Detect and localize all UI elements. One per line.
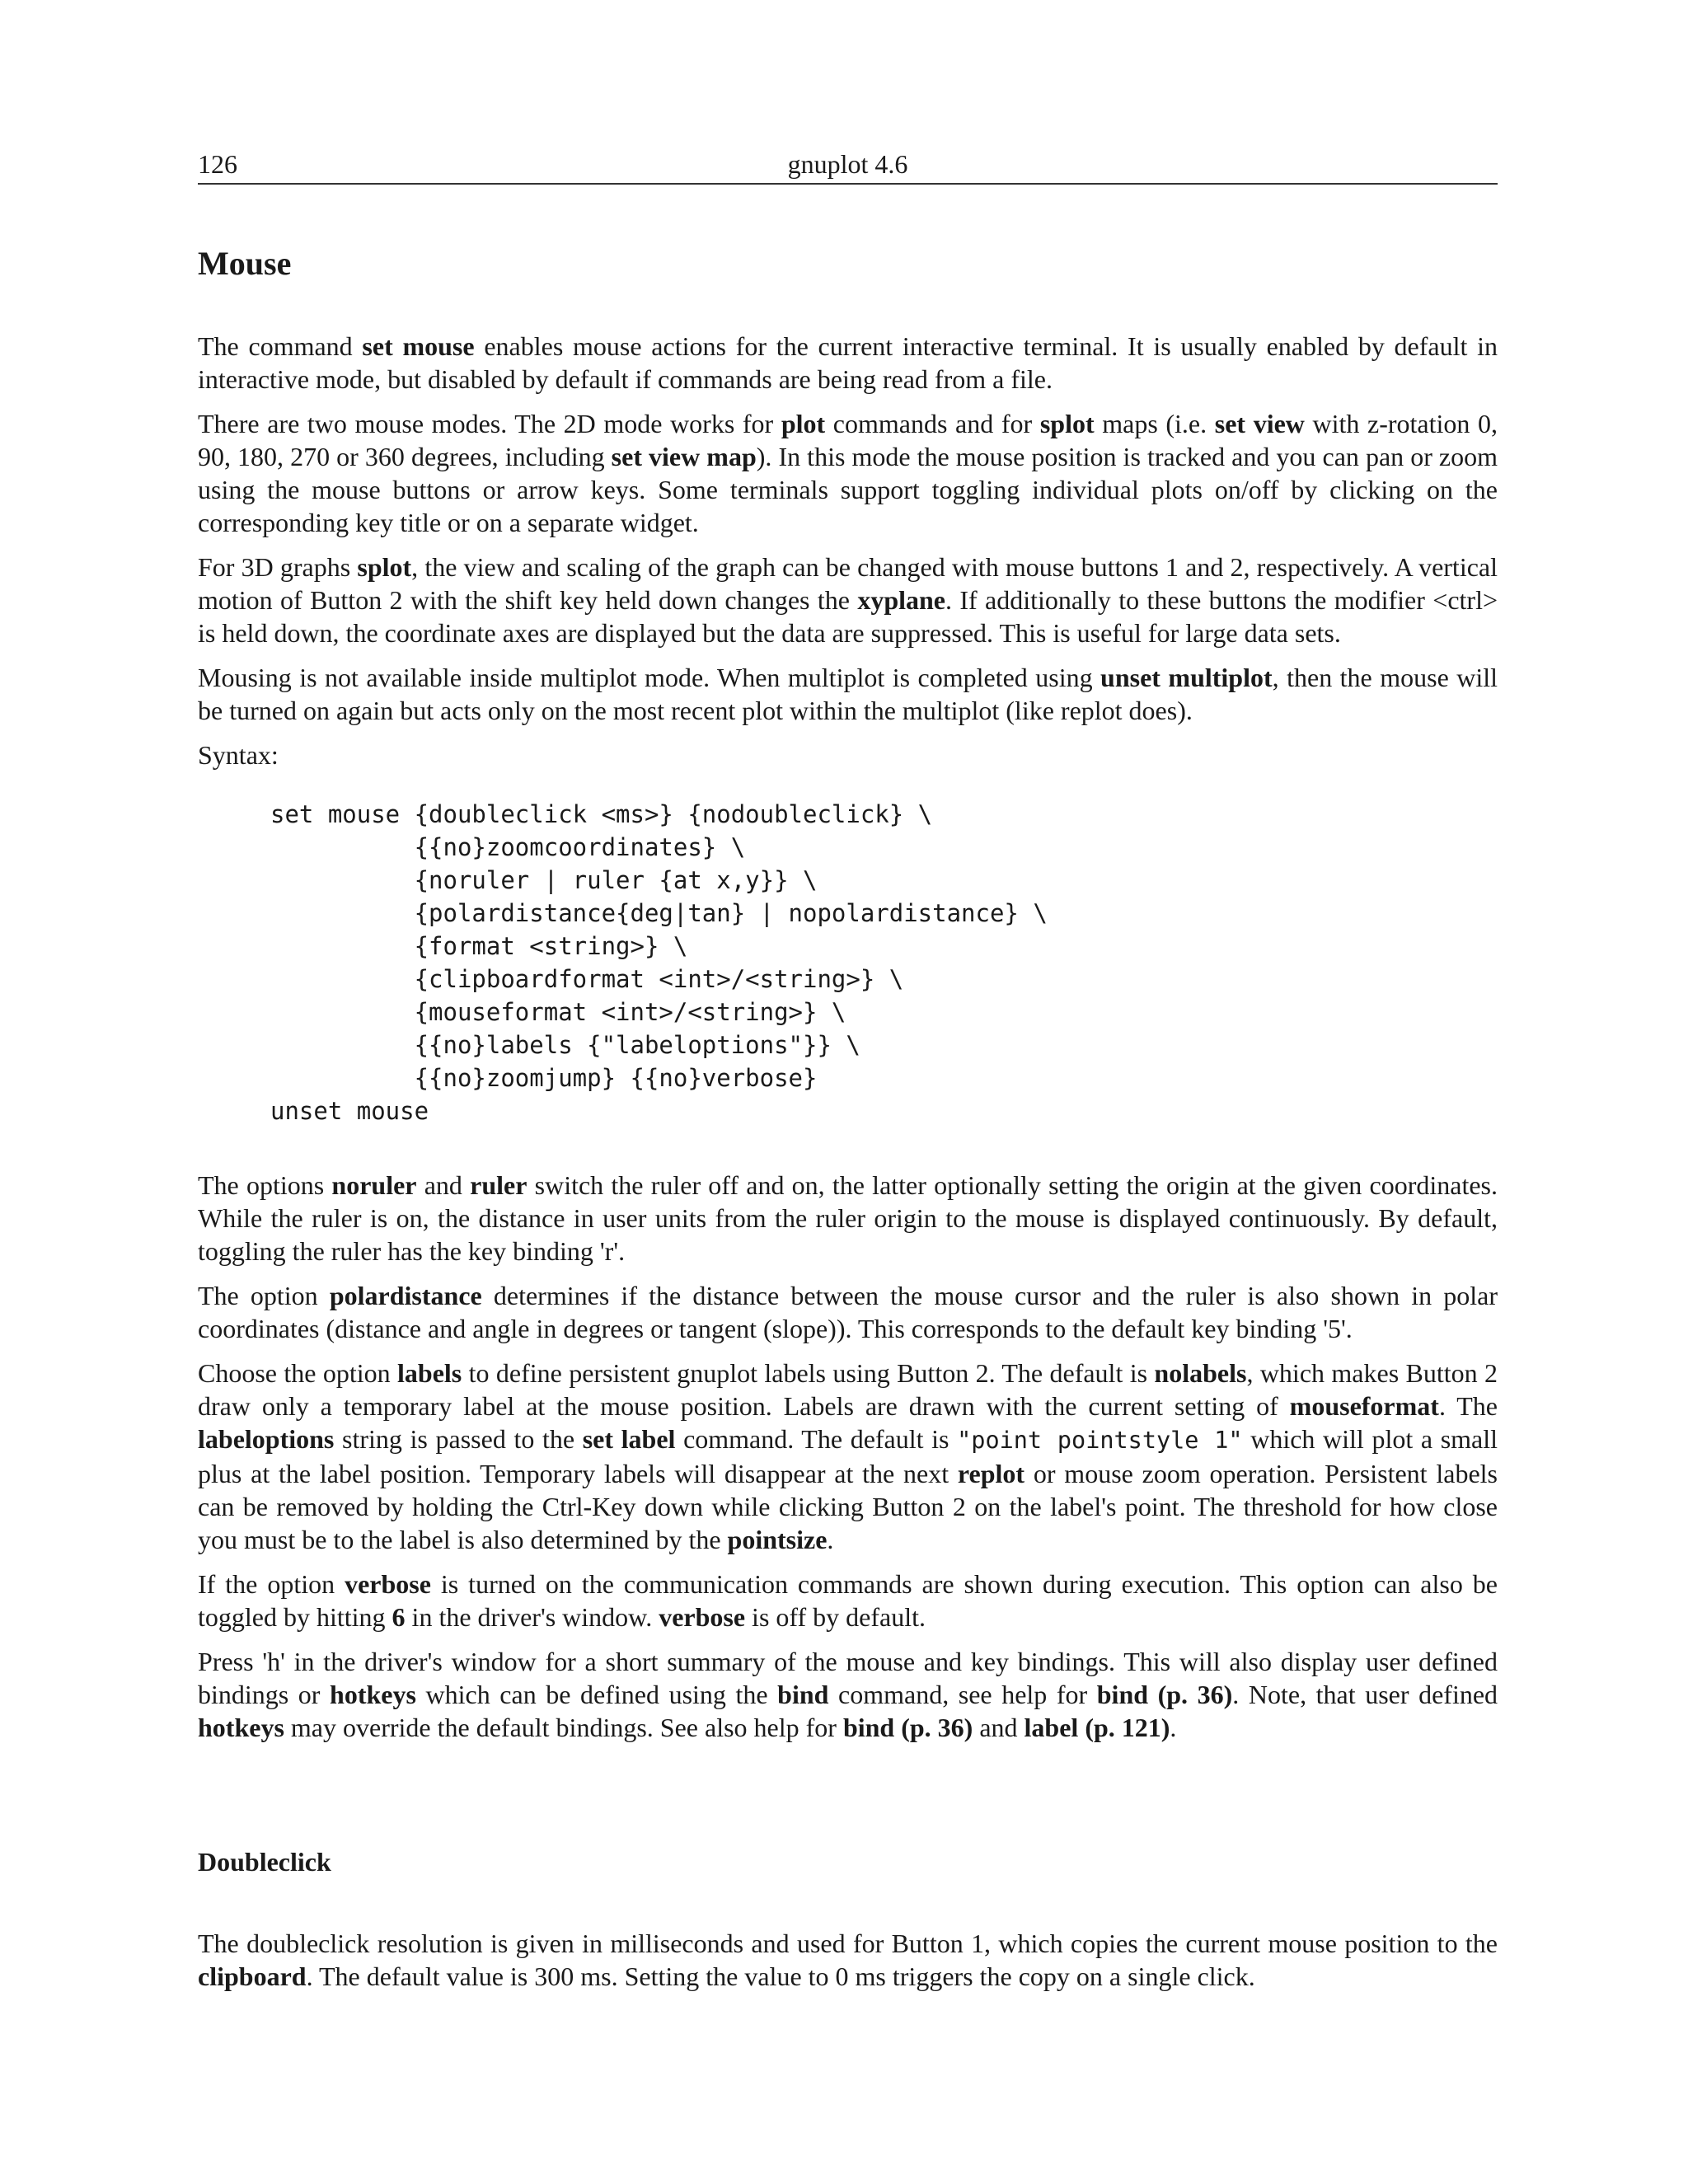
bind-page-ref: bind (p. 36) (1096, 1680, 1233, 1709)
bind-page-ref-2: bind (p. 36) (842, 1713, 973, 1742)
paragraph-intro: The command set mouse enables mouse actions for the current interactive terminal. It is usually enabled by default in interactive mode, but disabled by default if commands are being read from a file. (198, 331, 1498, 394)
paragraph-3d-graphs: For 3D graphs splot, the view and scaling of the graph can be changed with mouse buttons 1 and 2, respectively. A vertical motion of Button 2 with the shift key held down changes the xyplane. If additionally to these buttons the modifier <ctrl> is held down, the coordinate axes are displayed but the data are suppressed. This is useful for large data sets. (198, 552, 1498, 648)
paragraph-help-bindings: Press 'h' in the driver's window for a short summary of the mouse and key bindings. This will also display user defined bindings or hotkeys which can be defined using the bind command, see help for bind (p. 36). Note, that user defined hotkeys may override the default bindings. See also help for bind (p. 36) and label (p. 121). (198, 1647, 1498, 1742)
paragraph-ruler: The options noruler and ruler switch the ruler off and on, the latter optionally setting the origin at the given coordinates. While the ruler is on, the distance in user units from the ruler origin to the mouse is displayed continuously. By default, toggling the ruler has the key binding 'r'. (198, 1170, 1498, 1266)
paragraph-verbose: If the option verbose is turned on the communication commands are shown during execution. This option can also be toggled by hitting 6 in the driver's window. verbose is off by default. (198, 1569, 1498, 1632)
section-title: Mouse (198, 245, 292, 282)
syntax-label: Syntax: (198, 740, 279, 770)
paragraph-mouse-modes: There are two mouse modes. The 2D mode works for plot commands and for splot maps (i.e. set view with z-rotation 0, 90, 180, 270 or 360 degrees, including set view map). In this mode the mouse position is tracked and you can pan or zoom using the mouse buttons or arrow keys. Some terminals support toggling individual plots on/off by clicking on the corresponding key title or on a separate widget. (198, 409, 1498, 537)
running-title: gnuplot 4.6 (787, 149, 908, 179)
label-page-ref: label (p. 121) (1024, 1713, 1170, 1742)
page-header (198, 148, 1498, 185)
paragraph-labels: Choose the option labels to define persistent gnuplot labels using Button 2. The default is nolabels, which makes Button 2 draw only a temporary label at the mouse position. Labels are drawn with the current setting of mouseformat. The labeloptions string is passed to the set label command. The default is "point pointstyle 1" which will plot a small plus at the label position. Temporary labels will disappear at the next replot or mouse zoom operation. Persistent labels can be removed by holding the Ctrl-Key down while clicking Button 2 on the label's point. The threshold for how close you must be to the label is also determined by the pointsize. (198, 1358, 1498, 1554)
syntax-code-block: set mouse {doubleclick <ms>} {nodoubleclick} \ {{no}zoomcoordinates} \ {noruler | ruler {at x,y}} \ {polardistance{deg|tan} | nopolardistance} \ {format <string>} \ {clipboardformat <int>/<string>} \ {mouseformat <int>/<string>} \ {{no}labels {"labeloptions"}} \ {{no}zoomjump} {{no}verbose} unset mouse (270, 800, 1048, 1125)
paragraph-doubleclick: The doubleclick resolution is given in milliseconds and used for Button 1, which copies the current mouse position to the clipboard. The default value is 300 ms. Setting the value to 0 ms triggers the copy on a single click. (198, 1929, 1498, 1991)
bind-link: bind (777, 1680, 829, 1709)
subsection-title: Doubleclick (198, 1847, 331, 1877)
paragraph-polardistance: The option polardistance determines if the distance between the mouse cursor and the ruler is also shown in polar coordinates (distance and angle in degrees or tangent (slope)). This corresponds to the default key binding '5'. (198, 1281, 1498, 1343)
page-number: 126 (198, 149, 237, 179)
document-page (198, 148, 1498, 2004)
paragraph-multiplot: Mousing is not available inside multiplot mode. When multiplot is completed using unset multiplot, then the mouse will be turned on again but acts only on the most recent plot within the multiplot (like replot does). (198, 663, 1498, 725)
